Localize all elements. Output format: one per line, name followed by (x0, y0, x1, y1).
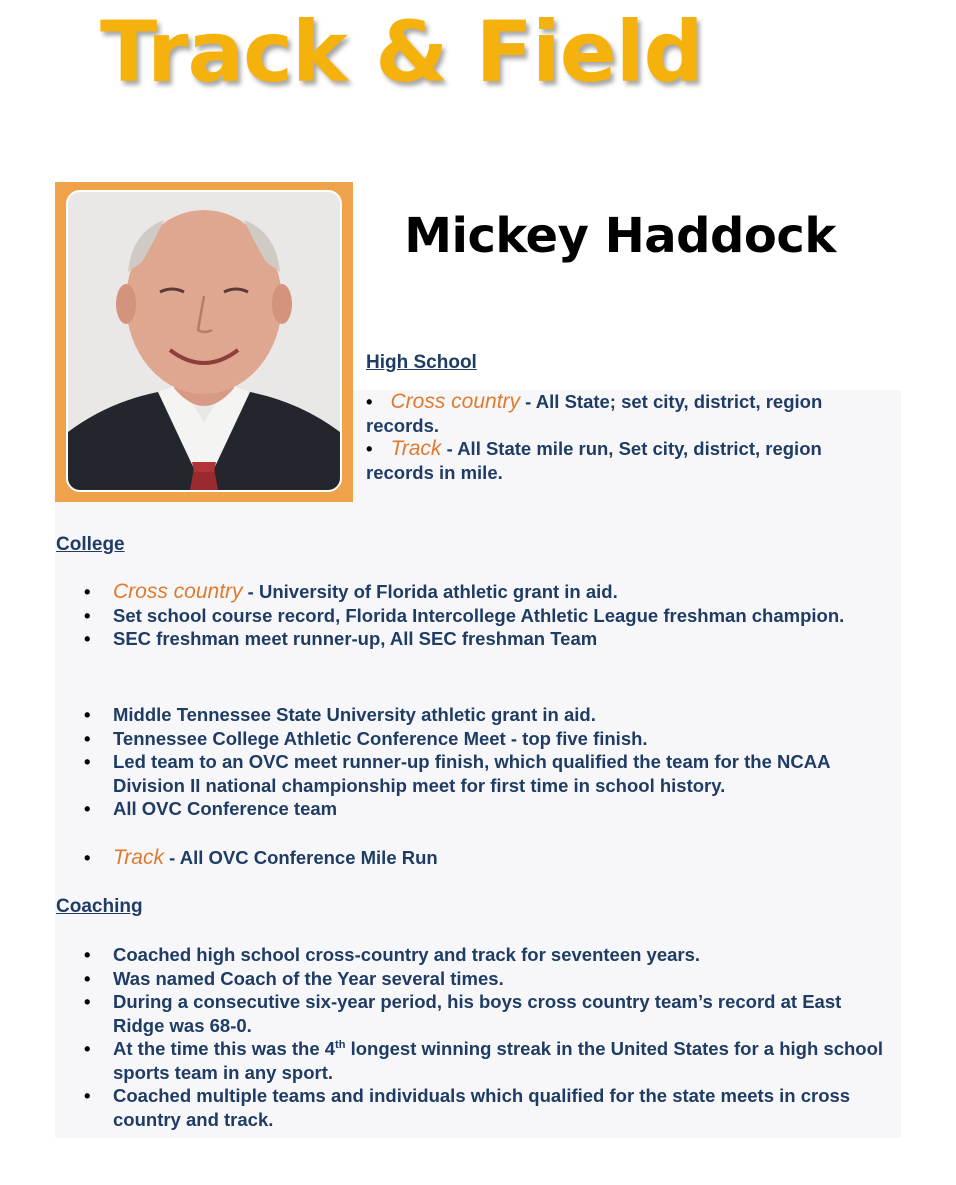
highlight-term: Cross country (113, 580, 243, 603)
college-list (56, 580, 856, 651)
list-item (56, 580, 856, 604)
item-text: Was named Coach of the Year several times. (113, 967, 504, 989)
portrait-photo (66, 190, 342, 492)
list-item (56, 1084, 896, 1131)
college-list-3 (56, 846, 856, 870)
highlight-term: Cross country (390, 390, 521, 413)
item-text: Coached multiple teams and individuals which qualified for the state meets in cross country and track. (113, 1085, 851, 1130)
list-item (56, 750, 856, 797)
heading-coaching: Coaching (56, 896, 143, 917)
heading-college: College (56, 534, 125, 555)
list-item (56, 846, 856, 870)
item-text: Middle Tennessee State University athletic grant in aid. (113, 704, 596, 725)
list-item (56, 797, 856, 821)
item-text: Set school course record, Florida Intercollege Athletic League freshman champion. (113, 604, 845, 626)
list-item: • Track - All State mile run, Set city, district, region records in mile. (366, 437, 822, 483)
list-item (56, 727, 856, 751)
college-list-2 (56, 703, 856, 821)
item-text: Tennessee College Athletic Conference Meet - top five finish. (113, 727, 648, 749)
item-text: - All State mile run, Set city, district, region records in mile. (366, 438, 822, 483)
item-text: - All OVC Conference Mile Run (163, 847, 438, 868)
highlight-term: Track (113, 846, 164, 869)
person-name: Mickey Haddock (404, 208, 836, 264)
superscript: th (335, 1038, 346, 1051)
portrait-icon (68, 192, 340, 490)
item-text: SEC freshman meet runner-up, All SEC freshman Team (113, 628, 598, 649)
list-item: • Cross country - All State; set city, district, region records. (366, 390, 823, 436)
item-text: longest winning streak in the United States for a high school sports team in any sport. (113, 1038, 884, 1083)
item-text: All OVC Conference team (113, 798, 338, 819)
item-text: Led team to an OVC meet runner-up finish, which qualified the team for the NCAA Division II national championship meet for first time in school history. (113, 751, 830, 796)
item-text: During a consecutive six-year period, his boys cross country team’s record at East Ridge was 68-0. (113, 991, 842, 1036)
list-item (56, 967, 896, 991)
highlight-term: Track (390, 437, 442, 460)
item-text: At the time this was the 4 (113, 1038, 336, 1059)
item-text: - All State; set city, district, region records. (366, 391, 823, 436)
list-item (56, 1037, 896, 1084)
banner-title: Track & Field (100, 3, 703, 101)
heading-high-school: High School (366, 352, 477, 373)
item-text: - University of Florida athletic grant in aid. (242, 581, 618, 602)
list-item (56, 604, 856, 628)
high-school-list (366, 390, 886, 484)
coaching-list (56, 943, 896, 1131)
list-item (56, 990, 896, 1037)
list-item (56, 703, 856, 727)
list-item (56, 627, 856, 651)
item-text: Coached high school cross-country and track for seventeen years. (113, 944, 701, 965)
list-item (56, 943, 896, 967)
